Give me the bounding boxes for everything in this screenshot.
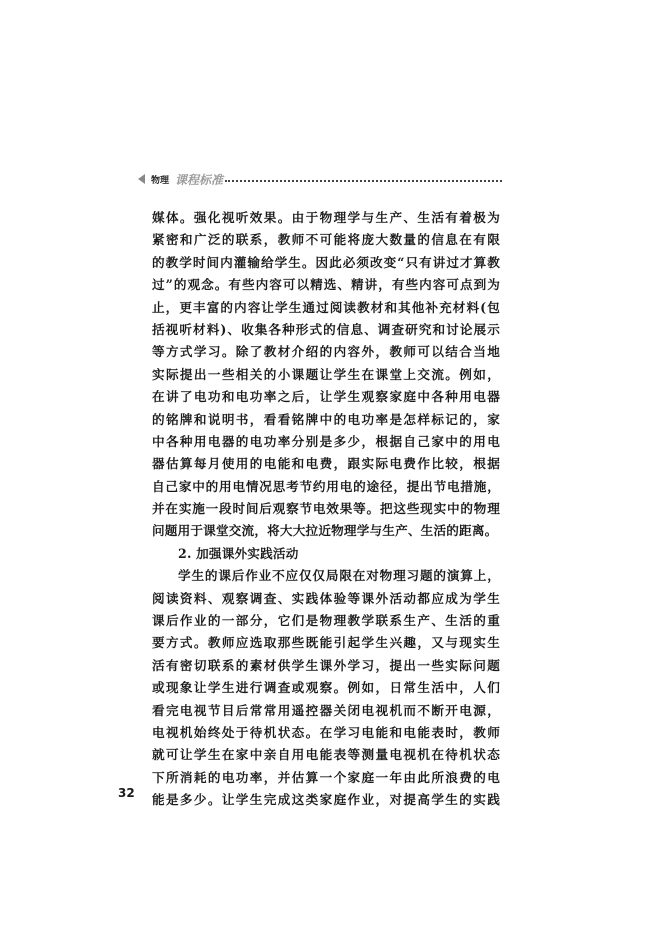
text-line: 紧密和广泛的联系，教师不可能将庞大数量的信息在有限 <box>152 232 500 248</box>
header-subject: 物理 <box>151 175 170 186</box>
page-number: 32 <box>118 786 135 800</box>
text-line: 止，更丰富的内容让学生通过阅读教材和其他补充材料(包 <box>152 299 500 315</box>
text-line: 要方式。教师应选取那些既能引起学生兴趣，又与现实生 <box>152 635 500 651</box>
text-line: 学生的课后作业不应仅仅局限在对物理习题的演算上， <box>178 568 500 584</box>
text-line: 中各种用电器的电功率分别是多少，根据自己家中的用电 <box>152 433 500 449</box>
text-line: 的铭牌和说明书，看看铭牌中的电功率是怎样标记的，家 <box>152 411 500 427</box>
text-line: 在讲了电功和电功率之后，让学生观察家庭中各种用电器 <box>152 389 500 405</box>
text-line: 就可让学生在家中亲自用电能表等测量电视机在待机状态 <box>152 747 500 763</box>
text-line: 等方式学习。除了教材介绍的内容外，教师可以结合当地 <box>152 344 500 360</box>
text-line: 阅读资料、观察调查、实践体验等课外活动都应成为学生 <box>152 590 500 606</box>
section-heading: 2. 加强课外实践活动 <box>178 545 299 561</box>
text-line: 实际提出一些相关的小课题让学生在课堂上交流。例如， <box>152 366 500 382</box>
text-line: 课后作业的一部分，它们是物理教学联系生产、生活的重 <box>152 613 500 629</box>
text-line: 下所消耗的电功率，并估算一个家庭一年由此所浪费的电 <box>152 769 500 785</box>
text-line: 媒体。强化视听效果。由于物理学与生产、生活有着极为 <box>152 210 500 225</box>
text-line: 看完电视节目后常常用遥控器关闭电视机而不断开电源， <box>152 702 500 718</box>
triangle-marker-icon <box>138 174 145 184</box>
text-line: 问题用于课堂交流，将大大拉近物理学与生产、生活的距离。 <box>152 523 498 539</box>
header-book-title: 课程标准 <box>175 172 224 187</box>
text-line: 器估算每月使用的电能和电费，跟实际电费作比较，根据 <box>152 456 500 472</box>
text-line: 活有密切联系的素材供学生课外学习，提出一些实际问题 <box>152 657 500 673</box>
text-line: 并在实施一段时间后观察节电效果等。把这些现实中的物理 <box>152 501 500 517</box>
text-line: 或现象让学生进行调查或观察。例如，日常生活中，人们 <box>152 680 500 696</box>
text-line: 自己家中的用电情况思考节约用电的途径，提出节电措施， <box>152 478 500 494</box>
text-line: 电视机始终处于待机状态。在学习电能和电能表时，教师 <box>152 724 500 740</box>
text-line: 括视听材料)、收集各种形式的信息、调查研究和讨论展示 <box>152 321 500 337</box>
text-line: 的教学时间内灌输给学生。因此必须改变“只有讲过才算教 <box>152 254 500 270</box>
body-text <box>152 207 500 812</box>
header-dotted-rule <box>225 180 502 182</box>
text-line: 过”的观念。有些内容可以精选、精讲，有些内容可点到为 <box>152 277 500 293</box>
text-line: 能是多少。让学生完成这类家庭作业，对提高学生的实践 <box>152 792 500 808</box>
running-header <box>138 170 502 188</box>
